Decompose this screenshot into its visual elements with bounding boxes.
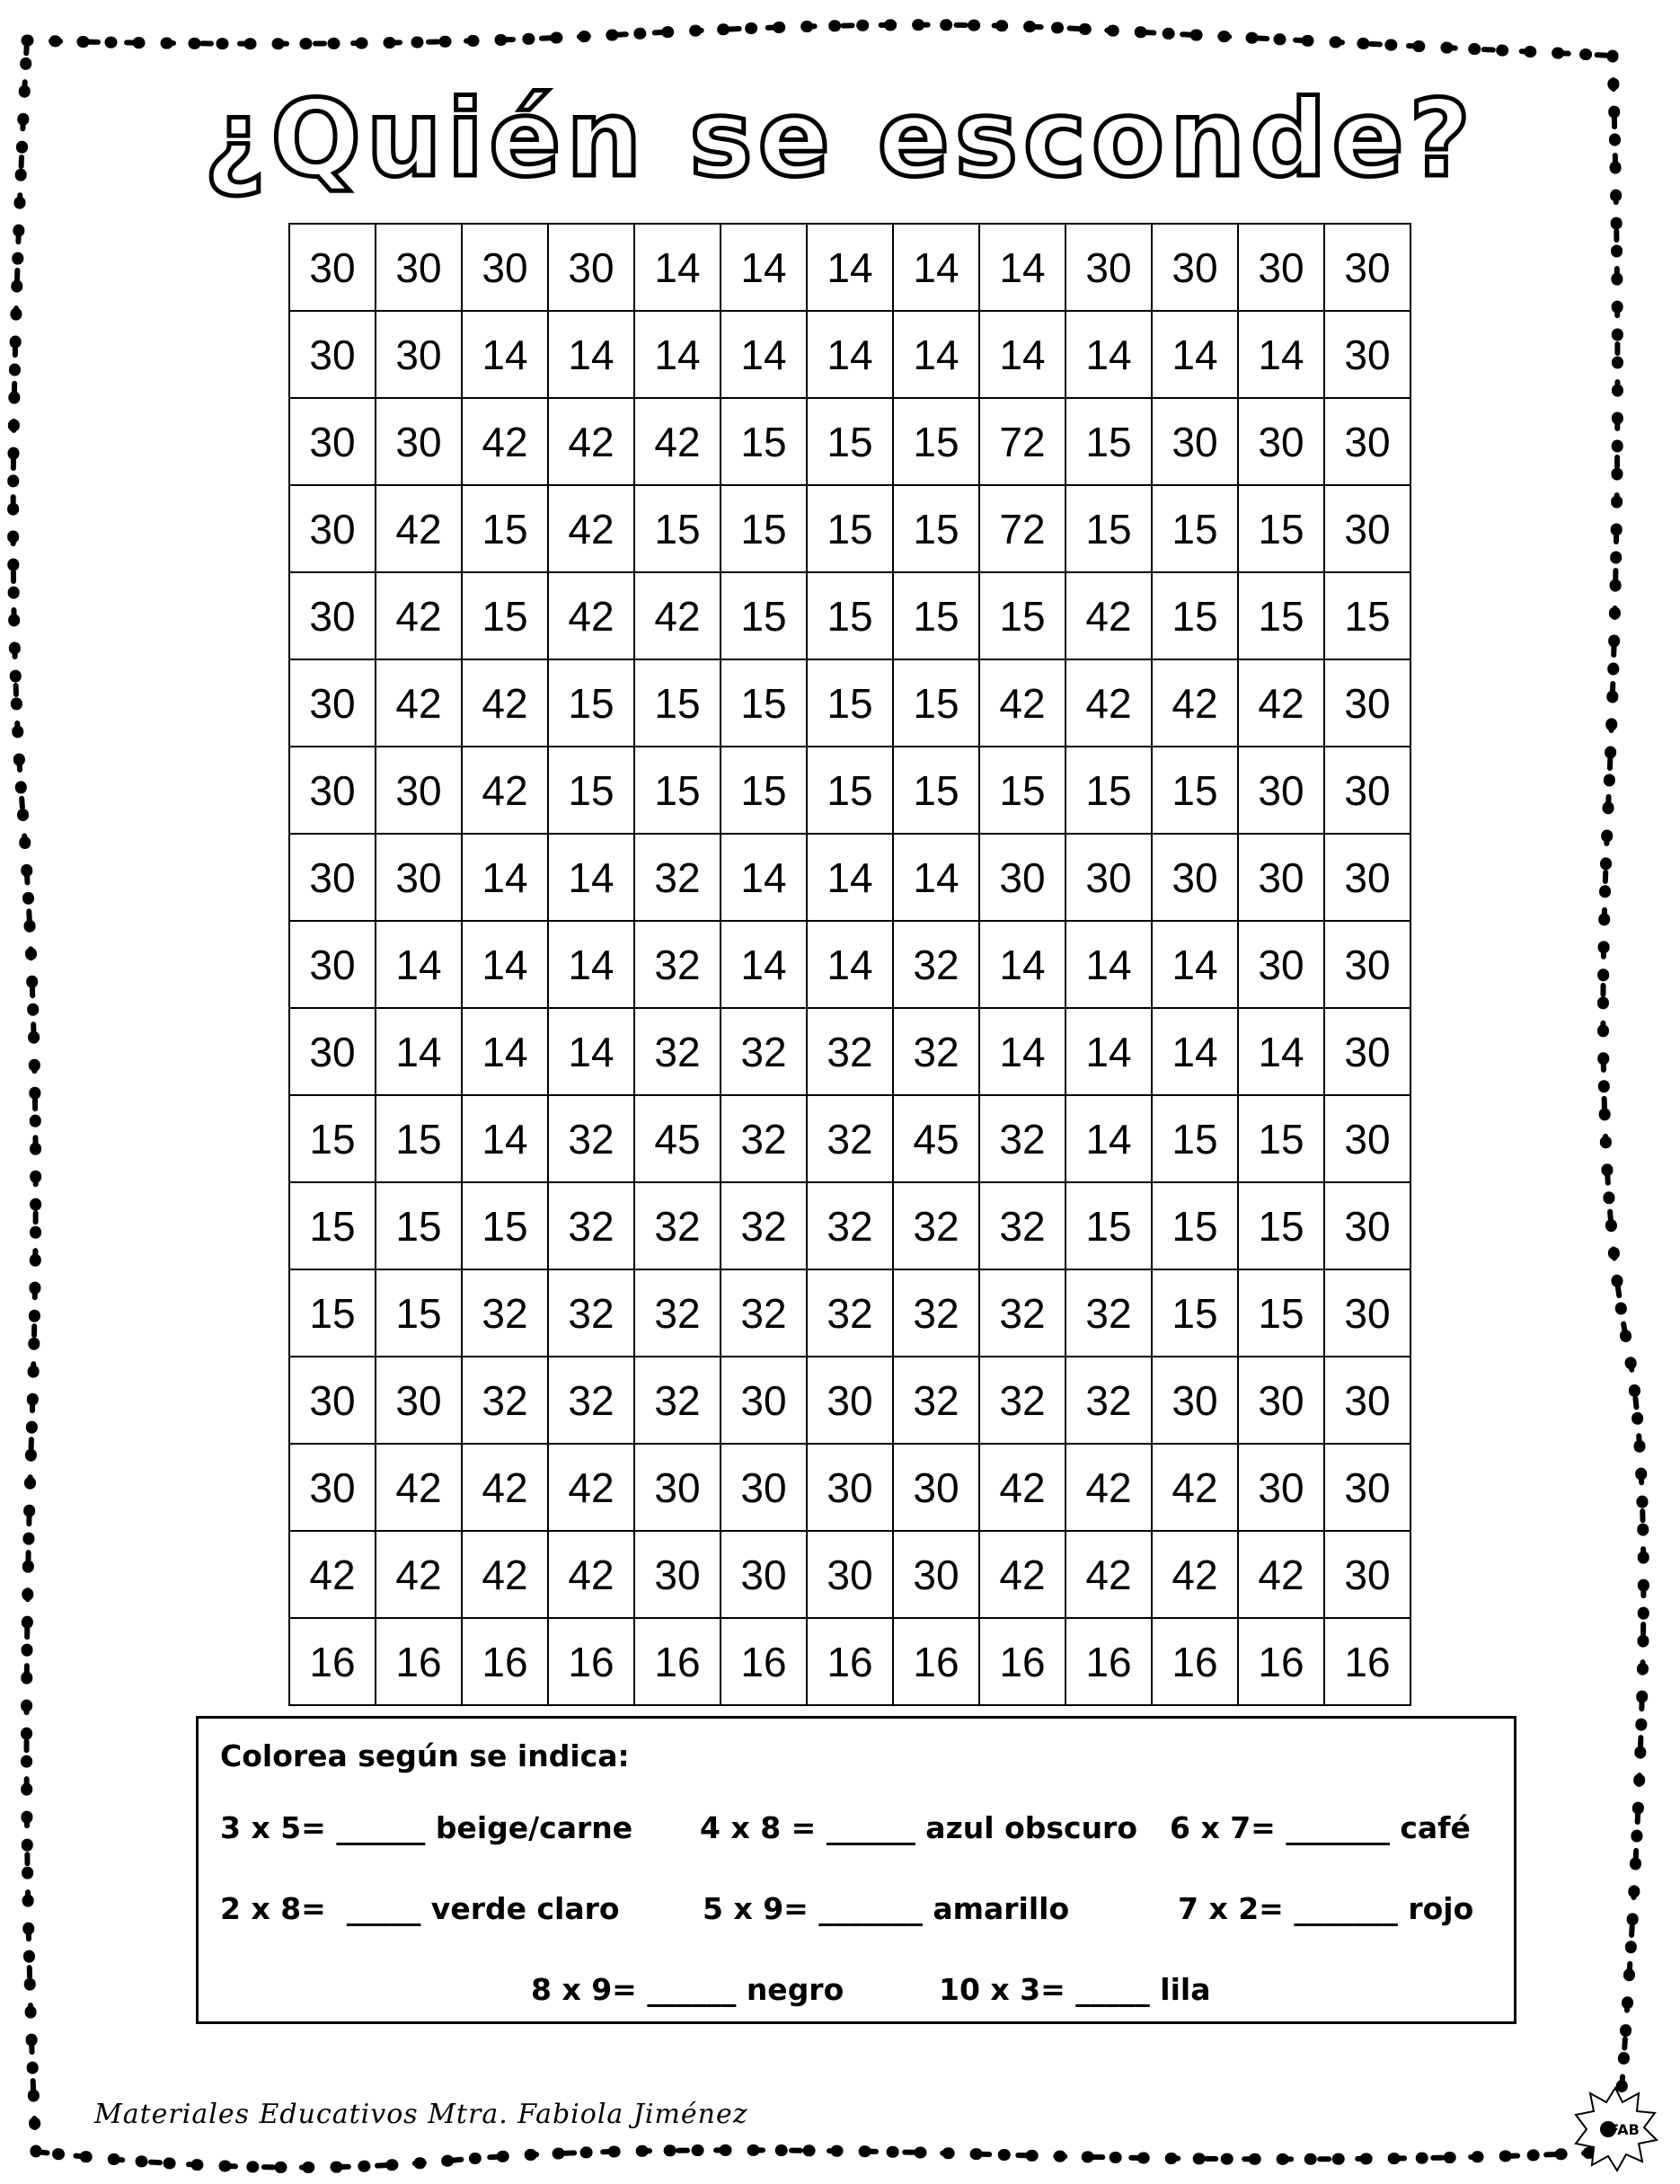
- grid-cell[interactable]: 32: [634, 834, 721, 921]
- grid-cell[interactable]: 30: [376, 834, 462, 921]
- grid-cell[interactable]: 15: [1065, 1182, 1152, 1269]
- grid-cell[interactable]: 32: [807, 1182, 893, 1269]
- grid-cell[interactable]: 32: [634, 1008, 721, 1095]
- grid-cell[interactable]: 14: [979, 224, 1065, 311]
- grid-cell[interactable]: 32: [634, 1269, 721, 1357]
- grid-row: [289, 1182, 1410, 1269]
- grid-cell[interactable]: 15: [893, 398, 979, 485]
- grid-cell[interactable]: 42: [548, 398, 634, 485]
- grid-cell[interactable]: 42: [548, 572, 634, 659]
- grid-cell[interactable]: 14: [462, 921, 548, 1008]
- grid-cell[interactable]: 14: [893, 311, 979, 398]
- grid-cell[interactable]: 14: [1065, 1008, 1152, 1095]
- grid-cell[interactable]: 30: [1324, 398, 1410, 485]
- grid-cell[interactable]: 30: [1152, 1357, 1238, 1444]
- grid-cell[interactable]: 42: [462, 398, 548, 485]
- grid-cell[interactable]: 42: [548, 485, 634, 572]
- grid-row: [289, 921, 1410, 1008]
- grid-cell[interactable]: 14: [807, 311, 893, 398]
- grid-cell[interactable]: 42: [376, 1444, 462, 1531]
- grid-cell[interactable]: 30: [1324, 1531, 1410, 1618]
- grid-cell[interactable]: 30: [1238, 224, 1324, 311]
- grid-cell[interactable]: 15: [462, 485, 548, 572]
- grid-cell[interactable]: 30: [1238, 921, 1324, 1008]
- grid-cell[interactable]: 14: [979, 311, 1065, 398]
- grid-cell[interactable]: 30: [289, 1008, 376, 1095]
- grid-cell[interactable]: 32: [893, 921, 979, 1008]
- grid-cell[interactable]: 42: [1065, 659, 1152, 747]
- grid-cell[interactable]: 32: [979, 1095, 1065, 1182]
- grid-row: [289, 398, 1410, 485]
- grid-cell[interactable]: 42: [1152, 1531, 1238, 1618]
- grid-cell[interactable]: 42: [634, 398, 721, 485]
- grid-cell[interactable]: 30: [1324, 1357, 1410, 1444]
- grid-cell[interactable]: 15: [1324, 572, 1410, 659]
- key-item-rojo: 7 x 2= _______ rojo: [1178, 1891, 1474, 1926]
- grid-cell[interactable]: 32: [1065, 1269, 1152, 1357]
- grid-cell[interactable]: 32: [721, 1008, 807, 1095]
- grid-cell[interactable]: 15: [634, 485, 721, 572]
- grid-row: [289, 747, 1410, 834]
- grid-cell[interactable]: 15: [1152, 485, 1238, 572]
- grid-cell[interactable]: 15: [807, 572, 893, 659]
- grid-cell[interactable]: 32: [548, 1357, 634, 1444]
- grid-cell[interactable]: 16: [1065, 1618, 1152, 1705]
- grid-cell[interactable]: 30: [376, 224, 462, 311]
- grid-cell[interactable]: 32: [1065, 1357, 1152, 1444]
- grid-cell[interactable]: 42: [979, 659, 1065, 747]
- grid-cell[interactable]: 16: [289, 1618, 376, 1705]
- key-item-verde-claro: 2 x 8= _____ verde claro: [220, 1891, 620, 1926]
- grid-cell[interactable]: 14: [548, 311, 634, 398]
- grid-row: [289, 1618, 1410, 1705]
- grid-cell[interactable]: 32: [807, 1095, 893, 1182]
- grid-cell[interactable]: 42: [634, 572, 721, 659]
- page-title: ¿Quién se esconde?: [204, 76, 1476, 200]
- grid-cell[interactable]: 30: [1238, 1444, 1324, 1531]
- grid-cell[interactable]: 14: [462, 1008, 548, 1095]
- grid-cell[interactable]: 30: [289, 834, 376, 921]
- grid-cell[interactable]: 30: [1324, 311, 1410, 398]
- grid-cell[interactable]: 42: [979, 1444, 1065, 1531]
- grid-cell[interactable]: 30: [807, 1357, 893, 1444]
- grid-cell[interactable]: 15: [721, 659, 807, 747]
- grid-cell[interactable]: 14: [807, 224, 893, 311]
- grid-cell[interactable]: 30: [721, 1531, 807, 1618]
- grid-cell[interactable]: 15: [1152, 1182, 1238, 1269]
- grid-cell[interactable]: 32: [548, 1269, 634, 1357]
- grid-cell[interactable]: 16: [807, 1618, 893, 1705]
- grid-cell[interactable]: 16: [462, 1618, 548, 1705]
- grid-cell[interactable]: 30: [1324, 1095, 1410, 1182]
- grid-cell[interactable]: 30: [893, 1531, 979, 1618]
- grid-cell[interactable]: 42: [376, 659, 462, 747]
- grid-cell[interactable]: 32: [893, 1182, 979, 1269]
- grid-cell[interactable]: 32: [893, 1357, 979, 1444]
- grid-cell[interactable]: 15: [807, 398, 893, 485]
- grid-cell[interactable]: 42: [376, 1531, 462, 1618]
- grid-cell[interactable]: 32: [893, 1269, 979, 1357]
- grid-cell[interactable]: 15: [721, 572, 807, 659]
- grid-cell[interactable]: 15: [1152, 572, 1238, 659]
- grid-cell[interactable]: 15: [893, 485, 979, 572]
- grid-cell[interactable]: 30: [1238, 398, 1324, 485]
- logo-text: FAB: [1609, 2121, 1640, 2138]
- grid-row: [289, 834, 1410, 921]
- grid-cell[interactable]: 15: [893, 659, 979, 747]
- grid-cell[interactable]: 15: [289, 1095, 376, 1182]
- grid-cell[interactable]: 14: [721, 224, 807, 311]
- grid-cell[interactable]: 30: [721, 1444, 807, 1531]
- grid-cell[interactable]: 42: [462, 1531, 548, 1618]
- grid-cell[interactable]: 30: [807, 1444, 893, 1531]
- grid-cell[interactable]: 30: [289, 747, 376, 834]
- grid-cell[interactable]: 42: [1152, 659, 1238, 747]
- grid-cell[interactable]: 15: [462, 1182, 548, 1269]
- grid-cell[interactable]: 42: [548, 1531, 634, 1618]
- grid-cell[interactable]: 15: [893, 747, 979, 834]
- grid-cell[interactable]: 14: [979, 1008, 1065, 1095]
- grid-cell[interactable]: 32: [634, 921, 721, 1008]
- grid-cell[interactable]: 14: [807, 921, 893, 1008]
- grid-cell[interactable]: 14: [548, 834, 634, 921]
- grid-cell[interactable]: 42: [1152, 1444, 1238, 1531]
- grid-cell[interactable]: 14: [1065, 311, 1152, 398]
- grid-row: [289, 659, 1410, 747]
- grid-cell[interactable]: 15: [1065, 747, 1152, 834]
- grid-cell[interactable]: 30: [1324, 659, 1410, 747]
- grid-cell[interactable]: 15: [376, 1095, 462, 1182]
- grid-cell[interactable]: 30: [1324, 224, 1410, 311]
- grid-cell[interactable]: 14: [634, 224, 721, 311]
- grid-cell[interactable]: 42: [462, 1444, 548, 1531]
- grid-cell[interactable]: 15: [1238, 485, 1324, 572]
- grid-cell[interactable]: 30: [289, 659, 376, 747]
- grid-cell[interactable]: 30: [289, 921, 376, 1008]
- grid-row: [289, 1444, 1410, 1531]
- grid-cell[interactable]: 16: [1324, 1618, 1410, 1705]
- grid-cell[interactable]: 30: [979, 834, 1065, 921]
- grid-cell[interactable]: 30: [1324, 1182, 1410, 1269]
- grid-cell[interactable]: 15: [462, 572, 548, 659]
- grid-row: [289, 224, 1410, 311]
- grid-cell[interactable]: 30: [376, 311, 462, 398]
- grid-cell[interactable]: 14: [1152, 1008, 1238, 1095]
- grid-row: [289, 485, 1410, 572]
- grid-cell[interactable]: 15: [1065, 485, 1152, 572]
- grid-cell[interactable]: 15: [548, 659, 634, 747]
- grid-cell[interactable]: 32: [721, 1182, 807, 1269]
- key-item-lila: 10 x 3= _____ lila: [939, 1972, 1211, 2007]
- grid-cell[interactable]: 16: [634, 1618, 721, 1705]
- grid-cell[interactable]: 15: [979, 747, 1065, 834]
- key-item-beige: 3 x 5= ______ beige/carne: [220, 1810, 633, 1845]
- grid-cell[interactable]: 30: [1238, 834, 1324, 921]
- grid-cell[interactable]: 30: [289, 572, 376, 659]
- grid-cell[interactable]: 14: [721, 921, 807, 1008]
- grid-cell[interactable]: 15: [893, 572, 979, 659]
- grid-cell[interactable]: 14: [1238, 1008, 1324, 1095]
- grid-cell[interactable]: 15: [721, 398, 807, 485]
- grid-row: [289, 1008, 1410, 1095]
- grid-cell[interactable]: 14: [893, 224, 979, 311]
- grid-cell[interactable]: 42: [376, 572, 462, 659]
- grid-cell[interactable]: 45: [893, 1095, 979, 1182]
- grid-cell[interactable]: 32: [634, 1182, 721, 1269]
- footer-credit: Materiales Educativos Mtra. Fabiola Jiménez: [94, 2099, 748, 2130]
- grid-cell[interactable]: 30: [289, 1444, 376, 1531]
- grid-cell[interactable]: 30: [1324, 747, 1410, 834]
- grid-cell[interactable]: 72: [979, 398, 1065, 485]
- grid-cell[interactable]: 30: [1324, 834, 1410, 921]
- grid-row: [289, 1269, 1410, 1357]
- grid-cell[interactable]: 42: [1238, 1531, 1324, 1618]
- grid-cell[interactable]: 42: [979, 1531, 1065, 1618]
- grid-cell[interactable]: 16: [979, 1618, 1065, 1705]
- grid-cell[interactable]: 15: [807, 659, 893, 747]
- grid-cell[interactable]: 16: [376, 1618, 462, 1705]
- grid-cell[interactable]: 30: [1152, 834, 1238, 921]
- grid-cell[interactable]: 14: [721, 311, 807, 398]
- grid-cell[interactable]: 15: [376, 1182, 462, 1269]
- grid-cell[interactable]: 14: [1152, 311, 1238, 398]
- grid-cell[interactable]: 14: [893, 834, 979, 921]
- grid-cell[interactable]: 42: [1065, 572, 1152, 659]
- grid-cell[interactable]: 30: [1324, 921, 1410, 1008]
- grid-cell[interactable]: 15: [289, 1182, 376, 1269]
- grid-cell[interactable]: 15: [1152, 747, 1238, 834]
- grid-cell[interactable]: 14: [634, 311, 721, 398]
- grid-cell[interactable]: 30: [289, 1357, 376, 1444]
- grid-cell[interactable]: 30: [1152, 398, 1238, 485]
- grid-cell[interactable]: 30: [289, 485, 376, 572]
- grid-cell[interactable]: 32: [548, 1182, 634, 1269]
- grid-cell[interactable]: 30: [462, 224, 548, 311]
- grid-cell[interactable]: 14: [1152, 921, 1238, 1008]
- grid-cell[interactable]: 15: [1065, 398, 1152, 485]
- grid-cell[interactable]: 15: [376, 1269, 462, 1357]
- grid-cell[interactable]: 30: [289, 311, 376, 398]
- grid-cell[interactable]: 30: [721, 1357, 807, 1444]
- grid-cell[interactable]: 30: [376, 1357, 462, 1444]
- number-grid: [288, 223, 1411, 1706]
- grid-cell[interactable]: 15: [979, 572, 1065, 659]
- grid-cell[interactable]: 15: [721, 485, 807, 572]
- grid-cell[interactable]: 15: [1152, 1095, 1238, 1182]
- grid-row: [289, 1531, 1410, 1618]
- grid-cell[interactable]: 16: [721, 1618, 807, 1705]
- grid-cell[interactable]: 30: [1065, 224, 1152, 311]
- grid-cell[interactable]: 32: [807, 1269, 893, 1357]
- color-key-box: [196, 1716, 1516, 2024]
- grid-row: [289, 311, 1410, 398]
- grid-cell[interactable]: 14: [462, 834, 548, 921]
- key-item-cafe: 6 x 7= _______ café: [1170, 1810, 1471, 1845]
- color-key-heading: Colorea según se indica:: [220, 1738, 630, 1773]
- grid-cell[interactable]: 30: [1324, 1444, 1410, 1531]
- grid-cell[interactable]: 30: [376, 747, 462, 834]
- grid-cell[interactable]: 30: [1065, 834, 1152, 921]
- grid-cell[interactable]: 30: [634, 1444, 721, 1531]
- grid-cell[interactable]: 32: [979, 1269, 1065, 1357]
- grid-cell[interactable]: 30: [548, 224, 634, 311]
- grid-cell[interactable]: 14: [548, 921, 634, 1008]
- grid-cell[interactable]: 42: [1065, 1444, 1152, 1531]
- grid-cell[interactable]: 32: [807, 1008, 893, 1095]
- grid-cell[interactable]: 32: [979, 1357, 1065, 1444]
- grid-cell[interactable]: 30: [1324, 1269, 1410, 1357]
- key-item-azul-obscuro: 4 x 8 = ______ azul obscuro: [700, 1810, 1138, 1845]
- grid-cell[interactable]: 15: [634, 659, 721, 747]
- grid-cell[interactable]: 30: [1152, 224, 1238, 311]
- grid-cell[interactable]: 15: [1238, 1182, 1324, 1269]
- grid-cell[interactable]: 14: [979, 921, 1065, 1008]
- grid-cell[interactable]: 42: [289, 1531, 376, 1618]
- grid-cell[interactable]: 42: [462, 747, 548, 834]
- grid-cell[interactable]: 32: [634, 1357, 721, 1444]
- grid-cell[interactable]: 15: [634, 747, 721, 834]
- key-item-negro: 8 x 9= ______ negro: [531, 1972, 844, 2007]
- grid-cell[interactable]: 30: [1238, 1357, 1324, 1444]
- grid-cell[interactable]: 15: [1238, 1095, 1324, 1182]
- grid-cell[interactable]: 30: [376, 398, 462, 485]
- grid-cell[interactable]: 15: [1238, 572, 1324, 659]
- fab-logo-icon: [1572, 2084, 1658, 2174]
- grid-cell[interactable]: 14: [462, 311, 548, 398]
- grid-cell[interactable]: 14: [1238, 311, 1324, 398]
- grid-row: [289, 1357, 1410, 1444]
- key-item-amarillo: 5 x 9= _______ amarillo: [703, 1891, 1070, 1926]
- grid-cell[interactable]: 14: [1065, 1095, 1152, 1182]
- grid-cell[interactable]: 42: [548, 1444, 634, 1531]
- grid-cell[interactable]: 42: [376, 485, 462, 572]
- grid-cell[interactable]: 14: [1065, 921, 1152, 1008]
- grid-row: [289, 572, 1410, 659]
- grid-cell[interactable]: 30: [893, 1444, 979, 1531]
- grid-cell[interactable]: 16: [548, 1618, 634, 1705]
- grid-cell[interactable]: 15: [807, 747, 893, 834]
- grid-cell[interactable]: 15: [548, 747, 634, 834]
- grid-cell[interactable]: 30: [289, 224, 376, 311]
- grid-cell[interactable]: 32: [721, 1269, 807, 1357]
- grid-cell[interactable]: 15: [1152, 1269, 1238, 1357]
- grid-cell[interactable]: 32: [462, 1357, 548, 1444]
- grid-cell[interactable]: 15: [721, 747, 807, 834]
- grid-cell[interactable]: 32: [548, 1095, 634, 1182]
- grid-cell[interactable]: 30: [1324, 485, 1410, 572]
- grid-cell[interactable]: 16: [893, 1618, 979, 1705]
- grid-cell[interactable]: 72: [979, 485, 1065, 572]
- grid-cell[interactable]: 42: [462, 659, 548, 747]
- grid-cell[interactable]: 30: [1238, 747, 1324, 834]
- grid-cell[interactable]: 15: [1238, 1269, 1324, 1357]
- grid-cell[interactable]: 15: [807, 485, 893, 572]
- grid-cell[interactable]: 30: [807, 1531, 893, 1618]
- grid-cell[interactable]: 14: [376, 921, 462, 1008]
- grid-cell[interactable]: 30: [289, 398, 376, 485]
- grid-cell[interactable]: 15: [289, 1269, 376, 1357]
- grid-cell[interactable]: 14: [376, 1008, 462, 1095]
- grid-cell[interactable]: 32: [893, 1008, 979, 1095]
- grid-cell[interactable]: 32: [979, 1182, 1065, 1269]
- grid-cell[interactable]: 32: [462, 1269, 548, 1357]
- grid-cell[interactable]: 30: [634, 1531, 721, 1618]
- grid-cell[interactable]: 14: [462, 1095, 548, 1182]
- grid-row: [289, 1095, 1410, 1182]
- grid-cell[interactable]: 14: [807, 834, 893, 921]
- grid-cell[interactable]: 45: [634, 1095, 721, 1182]
- grid-cell[interactable]: 32: [721, 1095, 807, 1182]
- grid-cell[interactable]: 14: [548, 1008, 634, 1095]
- grid-cell[interactable]: 16: [1238, 1618, 1324, 1705]
- grid-cell[interactable]: 42: [1238, 659, 1324, 747]
- grid-cell[interactable]: 30: [1324, 1008, 1410, 1095]
- grid-cell[interactable]: 42: [1065, 1531, 1152, 1618]
- grid-cell[interactable]: 16: [1152, 1618, 1238, 1705]
- grid-cell[interactable]: 14: [721, 834, 807, 921]
